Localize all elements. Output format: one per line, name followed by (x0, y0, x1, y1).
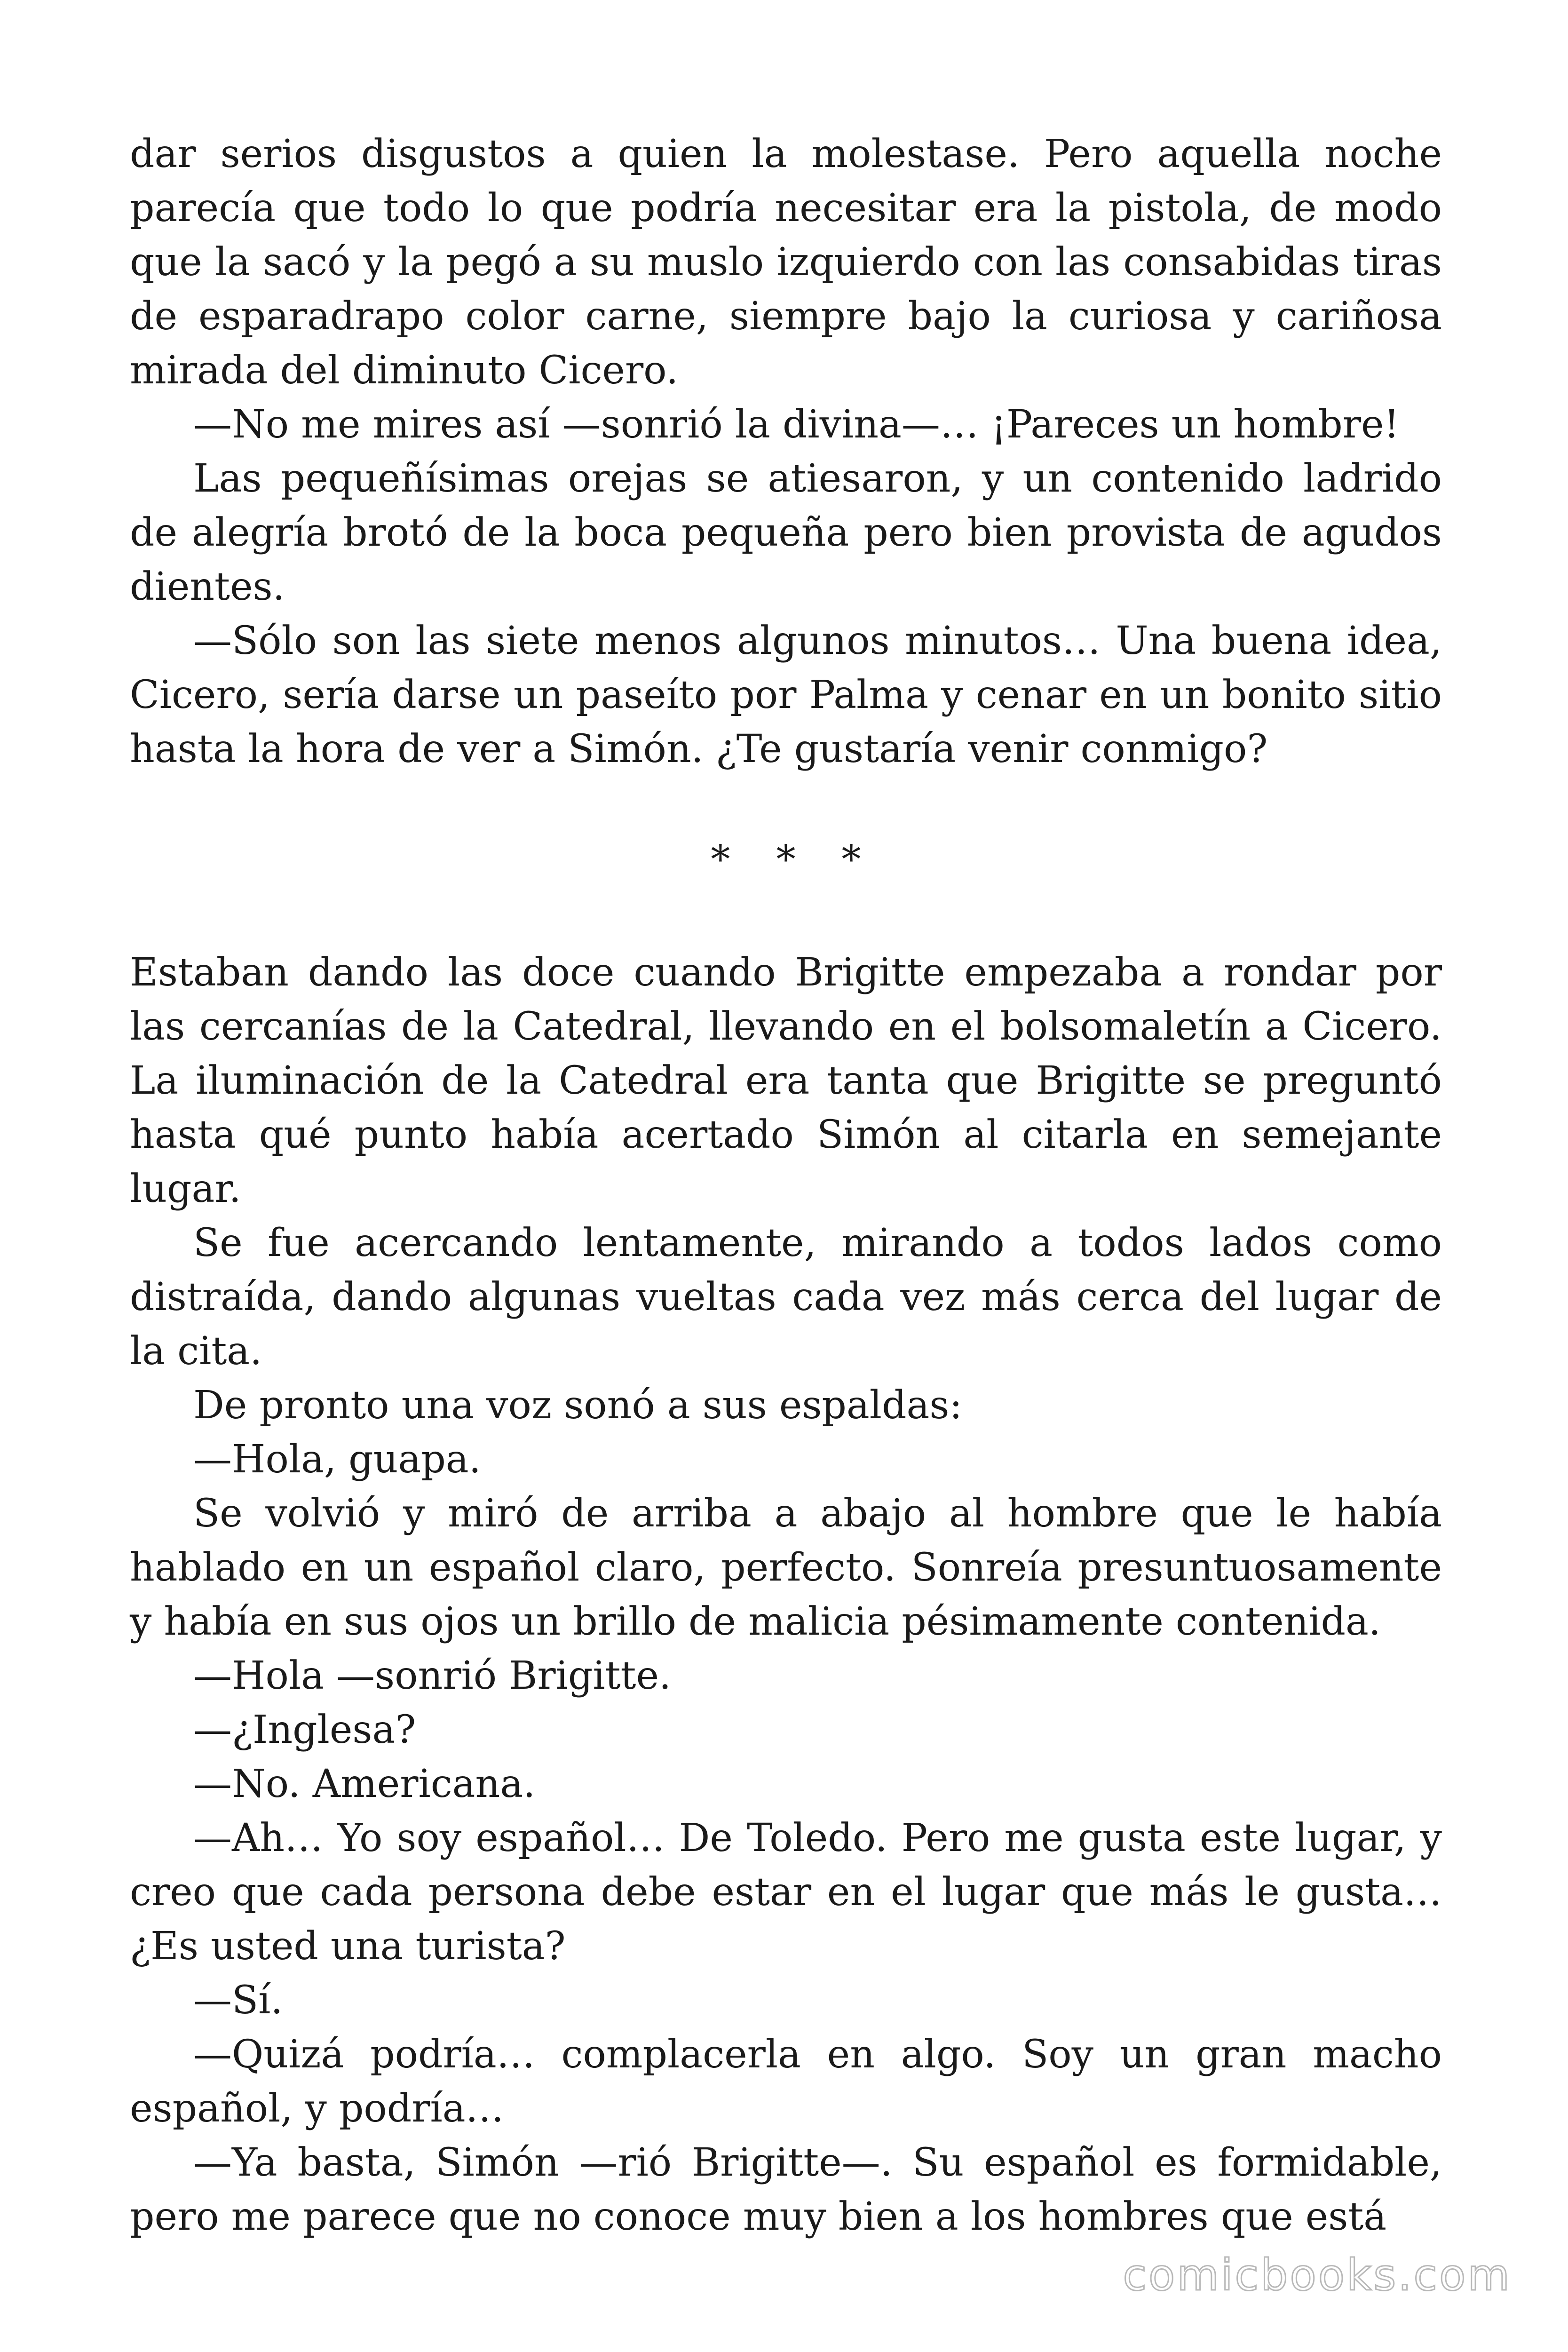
dialogue-line: —Sí. (193, 1978, 283, 2023)
dialogue-line: —Sólo son las siete menos algunos minutos… Una buena idea, Cicero, sería darse un paseíto por Palma y cenar en un bonito sitio hasta la hora de ver a Simón. ¿Te gustaría venir conmigo? (130, 619, 1442, 771)
paragraph: dar serios disgustos a quien la molestase. Pero aquella noche parecía que todo lo que podría necesitar era la pistola, de modo que la sacó y la pegó a su muslo izquierdo con las consabidas tiras de esparadrapo color carne, siempre bajo la curiosa y cariñosa mirada del diminuto Cicero. (130, 132, 1442, 393)
dialogue-line: —Quizá podría… complacerla en algo. Soy un gran macho español, y podría… (130, 2032, 1442, 2131)
paragraph: Las pequeñísimas orejas se atiesaron, y un contenido ladrido de alegría brotó de la boca pequeña pero bien provista de agudos dientes. (130, 456, 1442, 609)
paragraph: Se volvió y miró de arriba a abajo al hombre que le había hablado en un español claro, perfecto. Sonreía presuntuosamente y había en sus ojos un brillo de malicia pésimamente contenida. (130, 1491, 1442, 1644)
paragraph: Se fue acercando lentamente, mirando a todos lados como distraída, dando algunas vueltas cada vez más cerca del lugar de la cita. (130, 1221, 1442, 1374)
section-separator: * * * (711, 837, 878, 882)
dialogue-line: —Ya basta, Simón —rió Brigitte—. Su español es formidable, pero me parece que no conoce muy bien a los hombres que está (130, 2140, 1442, 2239)
dialogue-line: —No me mires así —sonrió la divina—… ¡Pareces un hombre! (193, 402, 1400, 447)
dialogue-line: —Ah… Yo soy español… De Toledo. Pero me gusta este lugar, y creo que cada persona debe estar en el lugar que más le gusta… ¿Es usted una turista? (130, 1816, 1442, 1969)
dialogue-line: —No. Americana. (193, 1762, 536, 1806)
watermark: comicbooks.com (1123, 2250, 1512, 2300)
page-body (130, 127, 1442, 2244)
paragraph: De pronto una voz sonó a sus espaldas: (193, 1383, 963, 1428)
dialogue-line: —Hola —sonrió Brigitte. (193, 1653, 672, 1698)
paragraph: Estaban dando las doce cuando Brigitte empezaba a rondar por las cercanías de la Catedral, llevando en el bolsomaletín a Cicero. La iluminación de la Catedral era tanta que Brigitte se preguntó hasta qué punto había acertado Simón al citarla en semejante lugar. (130, 950, 1442, 1211)
dialogue-line: —¿Inglesa? (193, 1708, 416, 1752)
dialogue-line: —Hola, guapa. (193, 1437, 481, 1482)
